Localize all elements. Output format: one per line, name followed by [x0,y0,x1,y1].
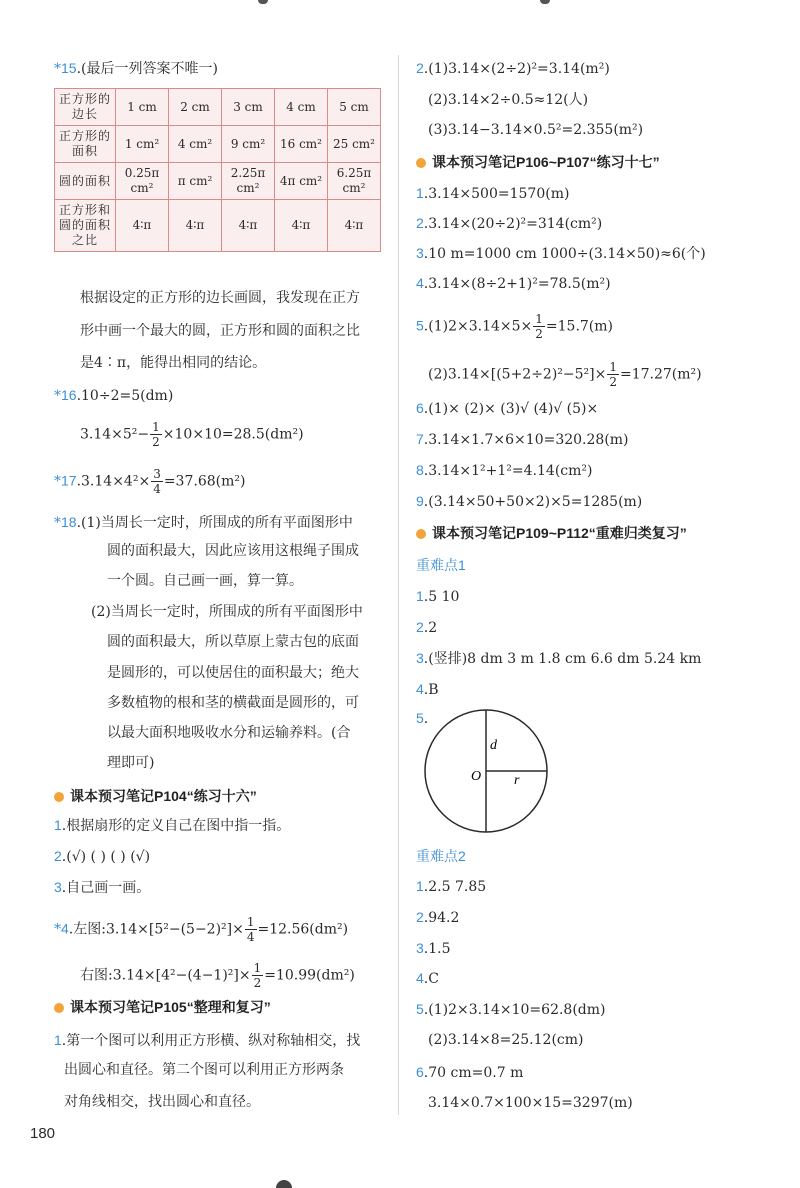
fraction [245,915,257,944]
r-label: r [514,773,520,788]
fraction [150,420,162,449]
table-cell: 9 cm² [222,126,275,163]
item-num: 3 [54,879,62,895]
list-item-cont: (2)3.14×2÷0.5≈12(人) [428,92,589,108]
q5-line2 [428,360,702,389]
table-cell: 1 cm [116,89,169,126]
item-text: .70 cm=0.7 m [423,1065,524,1081]
item-text: .第一个图可以利用正方形横、纵对称轴相交，找 [61,1033,361,1049]
item-num: 3 [416,245,424,261]
table-cell: 2 cm [169,89,222,126]
q5-l1a: .(1)2×3.14×5× [423,318,533,335]
item-num: 2 [416,909,424,925]
q4-l1a: .左图:3.14×[5²−(5−2)²]× [68,921,244,938]
table-cell: 4 cm² [169,126,222,163]
table-row [55,200,381,252]
list-item-cont: (3)3.14−3.14×0.5²=2.355(m²) [428,122,644,138]
q18-num: 18 [61,514,77,530]
table-cell: 4∶π [275,200,328,252]
q17-a: .3.14×4²× [76,473,151,490]
list-item [416,999,606,1020]
item-text: .3.14×1.7×6×10=320.28(m) [423,432,629,448]
list-item [416,58,610,79]
fraction [607,360,619,389]
item-text: .3.14×500=1570(m) [423,186,570,202]
item-num: 4 [416,681,424,697]
top-mark [540,0,550,4]
item-num: 4 [416,970,424,986]
list-item [416,1062,523,1083]
frac-num: 1 [535,312,543,326]
item-num: 5 [416,710,424,726]
item-num: 5 [416,1001,424,1017]
q17-num: 17 [61,472,77,489]
table-cell: 4∶π [169,200,222,252]
list-item-cont: 出圆心和直径。第二个图可以利用正方形两条 [64,1062,344,1078]
item-text: .C [423,971,439,987]
area-table [54,88,381,252]
list-item [416,968,439,989]
bullet-icon [54,1003,64,1013]
table-cell: 4 cm [275,89,328,126]
subheading: 重难点1 [416,557,466,573]
bottom-mark [276,1180,292,1188]
q16-l2a: 3.14×5²− [80,426,150,443]
page-number: 180 [30,1125,56,1142]
list-item-cont: 3.14×0.7×100×15=3297(m) [428,1095,633,1111]
q5-l2b: =17.27(m²) [620,366,702,383]
item-text: .3.14×(8÷2+1)²=78.5(m²) [423,276,611,292]
table-cell: 0.25π cm² [116,163,169,200]
item-num: 6 [416,400,424,416]
frac-den: 4 [246,930,255,944]
item-num: 9 [416,493,424,509]
q4-l2b: =10.99(dm²) [264,967,355,984]
table-row-head: 正方形和圆的面积之比 [55,200,116,252]
item-text: .(√) ( ) ( ) (√) [61,849,151,865]
d-label: d [490,738,497,753]
frac-num: 1 [152,420,160,434]
q16-line: *16.10÷2=5(dm) [54,387,174,404]
item-text: .自己画一画。 [61,880,151,896]
item-text: .根据扇形的定义自己在图中指一指。 [61,818,291,834]
q5-num: 5 [416,317,424,334]
table-cell: 4π cm² [275,163,328,200]
q18-p2-line: 以最大面积地吸收水分和运输养料。(合 [107,725,351,741]
q17-line: *17.3.14×4²× $\frac{3}{4}$ =37.68(m²) [54,467,246,496]
section-heading [54,786,257,806]
q5-l2a: (2)3.14×[(5+2÷2)²−5²]× [428,366,607,383]
table-row [55,126,381,163]
section-heading [416,523,687,543]
list-item [54,815,290,836]
top-mark [258,0,268,4]
q18-line: *18.(1)当周长一定时，所围成的所有平面图形中 [54,514,353,531]
frac-den: 4 [153,482,161,496]
item-text: .3.14×(20÷2)²=314(cm²) [423,216,603,232]
q5-l1b: =15.7(m) [545,318,614,335]
q16-l1: .10÷2=5(dm) [76,388,174,404]
section-title: 课本预习笔记P105“整理和复习” [70,999,271,1015]
item-text: . [423,711,429,727]
bullet-icon [416,529,426,539]
table-row-head: 正方形的边长 [55,89,116,126]
item-num: 4 [416,275,424,291]
bullet-icon [54,792,64,802]
item-num: 1 [416,878,424,894]
q4-line2 [80,961,355,990]
q16-formula [80,420,304,449]
list-item [54,877,150,898]
item-num: 2 [416,619,424,635]
list-item [54,846,150,867]
list-item [416,213,602,234]
table-cell: 4∶π [116,200,169,252]
q18-p2-line: 圆的面积最大，所以草原上蒙古包的底面 [107,634,359,650]
q4-l2a: 右图:3.14×[4²−(4−1)²]× [80,967,251,984]
q5-line [416,312,613,341]
q18-p1-line: 圆的面积最大，因此应该用这根绳子围成 [107,543,359,559]
q15-num: 15 [61,60,77,76]
column-divider [398,55,399,1115]
table-cell: 4∶π [328,200,381,252]
item-text: .B [423,682,439,698]
section-title: 课本预习笔记P106~P107“练习十七” [432,154,660,170]
table-cell: 4∶π [222,200,275,252]
list-item [416,586,459,607]
list-item [416,907,459,928]
item-num: 6 [416,1064,424,1080]
list-item-cont: 对角线相交，找出圆心和直径。 [64,1094,260,1110]
list-item [416,876,486,897]
table-row-head: 正方形的面积 [55,126,116,163]
item-text: .(3.14×50+50×2)×5=1285(m) [423,494,643,510]
item-text: .94.2 [423,910,460,926]
q4-line: *4.左图:3.14×[5²−(5−2)²]× $\frac{1}{4}$ =12.56(dm²) [54,915,349,944]
list-item [416,460,592,481]
item-text: .2.5 7.85 [423,879,487,895]
item-text: .(1)3.14×(2÷2)²=3.14(m²) [423,61,610,77]
list-item [416,617,437,638]
frac-den: 2 [535,327,543,341]
table-cell: π cm² [169,163,222,200]
item-text: .10 m=1000 cm 1000÷(3.14×50)≈6(个) [423,246,706,262]
fraction [252,961,264,990]
subheading: 重难点2 [416,848,466,864]
q15-note-line: 根据设定的正方形的边长画圆，我发现在正方 [80,290,360,306]
item-text: .(1)2×3.14×10=62.8(dm) [423,1002,606,1018]
table-cell: 6.25π cm² [328,163,381,200]
list-item [416,273,611,294]
section-title: 课本预习笔记P109~P112“重难归类复习” [432,525,687,541]
bullet-icon [416,158,426,168]
item-num: 2 [54,848,62,864]
item-num: 2 [416,60,424,76]
table-row [55,89,381,126]
frac-num: 1 [246,915,255,929]
item-num: 1 [416,588,424,604]
table-row-head: 圆的面积 [55,163,116,200]
list-item [416,648,701,669]
q18-p2-line: 理即可) [107,755,155,771]
list-item [416,398,598,419]
fraction [151,467,163,496]
q17-b: =37.68(m²) [163,473,246,490]
frac-den: 2 [152,435,160,449]
list-item [416,679,439,700]
table-row [55,163,381,200]
q18-p2-line: (2)当周长一定时，所围成的所有平面图形中 [91,604,363,620]
fraction [533,312,545,341]
q18-p2-line: 是圆形的，可以使居住的面积最大；绝大 [107,665,359,681]
item-num: 3 [416,650,424,666]
item-num: 2 [416,215,424,231]
q15-line: *15.(最后一列答案不唯一) [54,60,218,77]
frac-num: 1 [253,961,262,975]
item-num: 1 [54,817,62,833]
item-num: 7 [416,431,424,447]
q15-note-line: 是4∶π，能得出相同的结论。 [80,355,267,371]
q16-num: 16 [61,387,77,403]
list-item [416,183,569,204]
frac-num: 1 [609,360,617,374]
item-num: 1 [416,185,424,201]
item-text: .3.14×1²+1²=4.14(cm²) [423,463,593,479]
table-cell: 3 cm [222,89,275,126]
item-text: .5 10 [423,589,460,605]
table-cell: 1 cm² [116,126,169,163]
section-heading [416,152,660,172]
q18-p1-line: 一个圆。自己画一画，算一算。 [107,573,303,589]
list-item [54,1030,360,1051]
section-title: 课本预习笔记P104“练习十六” [70,788,257,804]
q4-num: 4 [61,920,69,937]
item-text: .(1)× (2)× (3)√ (4)√ (5)× [423,401,599,417]
list-item [416,938,451,959]
list-item [416,243,706,264]
q18-p1: .(1)当周长一定时，所围成的所有平面图形中 [76,515,353,531]
q4-l1b: =12.56(dm²) [257,921,349,938]
table-cell: 2.25π cm² [222,163,275,200]
q18-p2-line: 多数植物的根和茎的横截面是圆形的，可 [107,695,359,711]
table-cell: 5 cm [328,89,381,126]
o-label: O [471,769,482,784]
table-cell: 16 cm² [275,126,328,163]
item-text: .1.5 [423,941,451,957]
section-heading [54,997,271,1017]
list-item-cont: (2)3.14×8=25.12(cm) [428,1032,584,1048]
item-num: 3 [416,940,424,956]
list-item [416,429,629,450]
item-text: .(竖排)8 dm 3 m 1.8 cm 6.6 dm 5.24 km [423,651,702,667]
item-num: 1 [54,1032,62,1048]
circle-diagram [424,704,550,836]
item-num: 8 [416,462,424,478]
frac-num: 3 [153,467,161,481]
q16-l2b: ×10×10=28.5(dm²) [162,426,304,443]
q15-text: .(最后一列答案不唯一) [76,61,218,77]
list-item [416,491,642,512]
frac-den: 2 [253,976,262,990]
frac-den: 2 [609,375,617,389]
table-cell: 25 cm² [328,126,381,163]
item-text: .2 [423,620,438,636]
q15-note-line: 形中画一个最大的圆，正方形和圆的面积之比 [80,323,360,339]
